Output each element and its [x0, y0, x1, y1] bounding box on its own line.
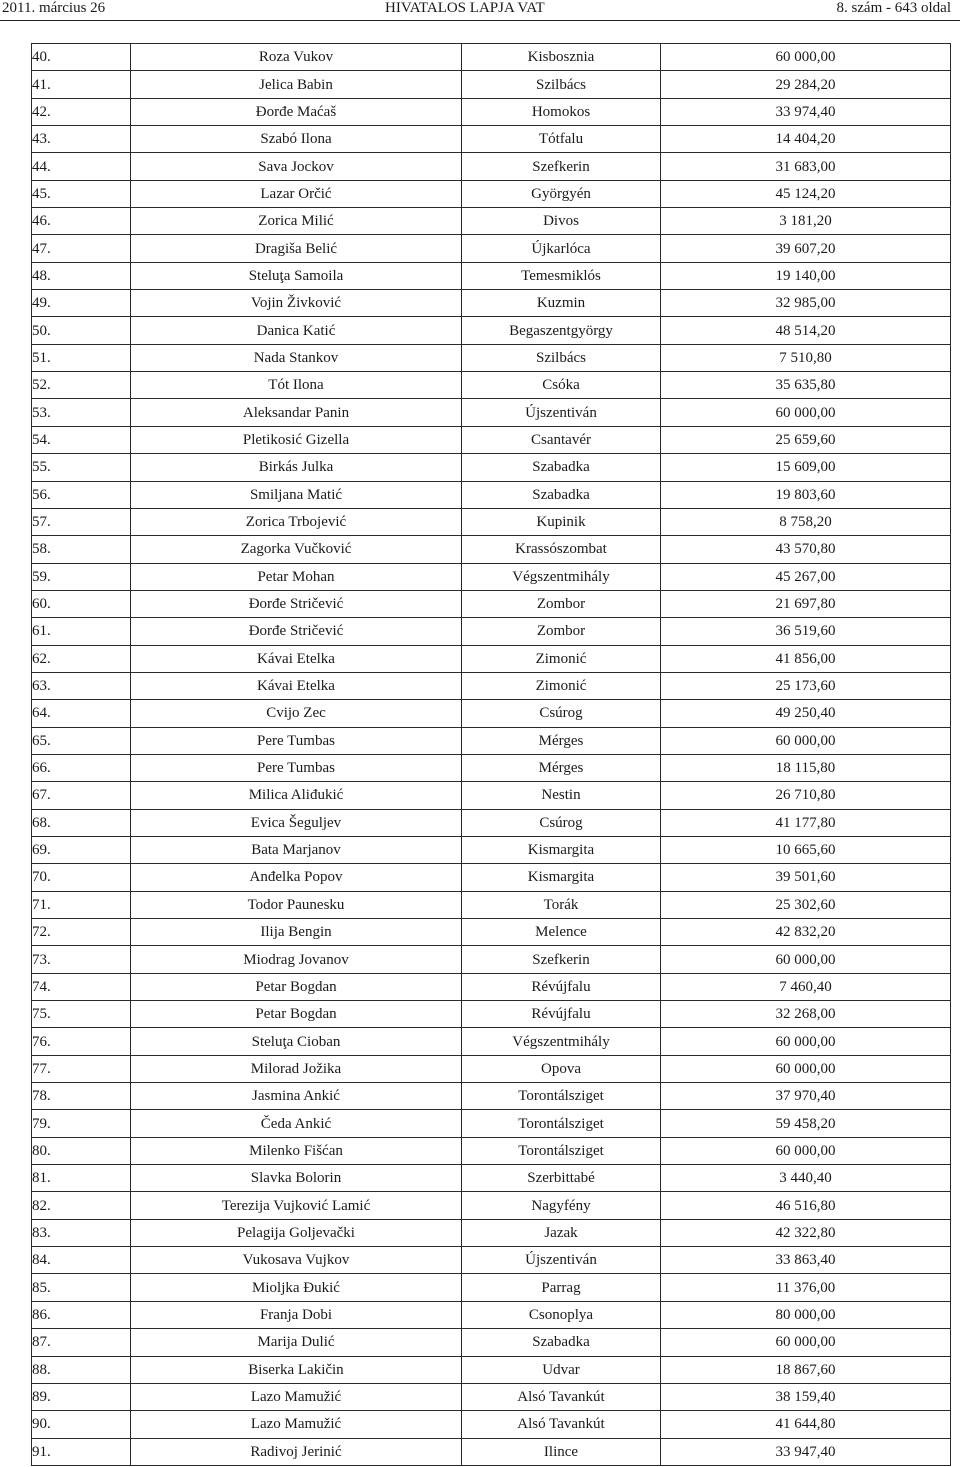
recipient-name: Sava Jockov: [131, 153, 462, 180]
amount: 29 284,20: [661, 71, 951, 98]
recipient-name: Miodrag Jovanov: [131, 946, 462, 973]
amount: 19 803,60: [661, 481, 951, 508]
row-number: 60.: [32, 590, 131, 617]
settlement: Kupinik: [462, 508, 661, 535]
settlement: Torontálsziget: [462, 1137, 661, 1164]
amount: 7 460,40: [661, 973, 951, 1000]
settlement: Révújfalu: [462, 973, 661, 1000]
recipient-name: Petar Bogdan: [131, 973, 462, 1000]
table-row: [32, 891, 951, 918]
table-row: [32, 618, 951, 645]
amount: 21 697,80: [661, 590, 951, 617]
recipient-name: Franja Dobi: [131, 1301, 462, 1328]
amount: 33 974,40: [661, 98, 951, 125]
row-number: 76.: [32, 1028, 131, 1055]
table-row: [32, 262, 951, 289]
row-number: 77.: [32, 1055, 131, 1082]
table-row: [32, 1192, 951, 1219]
amount: 41 177,80: [661, 809, 951, 836]
table-row: [32, 590, 951, 617]
table-row: [32, 344, 951, 371]
settlement: Parrag: [462, 1274, 661, 1301]
beneficiary-table-body: [32, 44, 951, 1466]
recipient-name: Jelica Babin: [131, 71, 462, 98]
row-number: 52.: [32, 372, 131, 399]
settlement: Végszentmihály: [462, 1028, 661, 1055]
recipient-name: Pletikosić Gizella: [131, 426, 462, 453]
amount: 25 659,60: [661, 426, 951, 453]
recipient-name: Bata Marjanov: [131, 836, 462, 863]
amount: 10 665,60: [661, 836, 951, 863]
table-row: [32, 1356, 951, 1383]
settlement: Torontálsziget: [462, 1083, 661, 1110]
table-row: [32, 1219, 951, 1246]
amount: 38 159,40: [661, 1383, 951, 1410]
settlement: Csúrog: [462, 809, 661, 836]
table-row: [32, 481, 951, 508]
settlement: Alsó Tavankút: [462, 1411, 661, 1438]
table-row: [32, 973, 951, 1000]
settlement: Udvar: [462, 1356, 661, 1383]
table-row: [32, 809, 951, 836]
row-number: 68.: [32, 809, 131, 836]
amount: 19 140,00: [661, 262, 951, 289]
page-header: [0, 0, 960, 21]
table-row: [32, 98, 951, 125]
amount: 41 644,80: [661, 1411, 951, 1438]
settlement: Alsó Tavankút: [462, 1383, 661, 1410]
table-row: [32, 71, 951, 98]
row-number: 91.: [32, 1438, 131, 1465]
table-row: [32, 727, 951, 754]
settlement: Szabadka: [462, 1329, 661, 1356]
settlement: Szefkerin: [462, 946, 661, 973]
table-row: [32, 126, 951, 153]
recipient-name: Todor Paunesku: [131, 891, 462, 918]
table-row: [32, 836, 951, 863]
amount: 39 501,60: [661, 864, 951, 891]
settlement: Végszentmihály: [462, 563, 661, 590]
settlement: Temesmiklós: [462, 262, 661, 289]
amount: 33 947,40: [661, 1438, 951, 1465]
table-row: [32, 672, 951, 699]
amount: 14 404,20: [661, 126, 951, 153]
amount: 25 173,60: [661, 672, 951, 699]
settlement: Szerbittabé: [462, 1165, 661, 1192]
table-row: [32, 426, 951, 453]
amount: 25 302,60: [661, 891, 951, 918]
row-number: 75.: [32, 1001, 131, 1028]
table-row: [32, 1028, 951, 1055]
row-number: 44.: [32, 153, 131, 180]
settlement: Csantavér: [462, 426, 661, 453]
row-number: 84.: [32, 1247, 131, 1274]
settlement: Szefkerin: [462, 153, 661, 180]
amount: 37 970,40: [661, 1083, 951, 1110]
amount: 7 510,80: [661, 344, 951, 371]
table-row: [32, 1383, 951, 1410]
table-row: [32, 1274, 951, 1301]
table-row: [32, 317, 951, 344]
row-number: 42.: [32, 98, 131, 125]
row-number: 50.: [32, 317, 131, 344]
recipient-name: Mioljka Đukić: [131, 1274, 462, 1301]
issue-date: 2011. március 26: [2, 0, 106, 16]
settlement: Opova: [462, 1055, 661, 1082]
recipient-name: Tót Ilona: [131, 372, 462, 399]
table-row: [32, 1301, 951, 1328]
settlement: Homokos: [462, 98, 661, 125]
settlement: Tótfalu: [462, 126, 661, 153]
row-number: 83.: [32, 1219, 131, 1246]
table-row: [32, 1165, 951, 1192]
row-number: 87.: [32, 1329, 131, 1356]
settlement: Révújfalu: [462, 1001, 661, 1028]
settlement: Kismargita: [462, 836, 661, 863]
table-row: [32, 1329, 951, 1356]
table-row: [32, 1110, 951, 1137]
recipient-name: Petar Bogdan: [131, 1001, 462, 1028]
amount: 60 000,00: [661, 1055, 951, 1082]
recipient-name: Ilija Bengin: [131, 919, 462, 946]
settlement: Zimonić: [462, 672, 661, 699]
amount: 3 181,20: [661, 208, 951, 235]
table-row: [32, 508, 951, 535]
recipient-name: Biserka Lakičin: [131, 1356, 462, 1383]
table-row: [32, 290, 951, 317]
amount: 11 376,00: [661, 1274, 951, 1301]
row-number: 57.: [32, 508, 131, 535]
amount: 15 609,00: [661, 454, 951, 481]
amount: 60 000,00: [661, 1028, 951, 1055]
amount: 60 000,00: [661, 946, 951, 973]
amount: 42 322,80: [661, 1219, 951, 1246]
recipient-name: Aleksandar Panin: [131, 399, 462, 426]
row-number: 66.: [32, 754, 131, 781]
table-row: [32, 919, 951, 946]
table-row: [32, 700, 951, 727]
row-number: 70.: [32, 864, 131, 891]
row-number: 79.: [32, 1110, 131, 1137]
amount: 59 458,20: [661, 1110, 951, 1137]
table-row: [32, 454, 951, 481]
recipient-name: Evica Šeguljev: [131, 809, 462, 836]
amount: 60 000,00: [661, 399, 951, 426]
row-number: 53.: [32, 399, 131, 426]
amount: 49 250,40: [661, 700, 951, 727]
row-number: 81.: [32, 1165, 131, 1192]
table-row: [32, 1055, 951, 1082]
table-row: [32, 1438, 951, 1465]
row-number: 82.: [32, 1192, 131, 1219]
table-row: [32, 864, 951, 891]
recipient-name: Lazo Mamužić: [131, 1383, 462, 1410]
row-number: 46.: [32, 208, 131, 235]
recipient-name: Terezija Vujković Lamić: [131, 1192, 462, 1219]
table-row: [32, 208, 951, 235]
issue-page-number: 8. szám - 643 oldal: [836, 0, 951, 16]
recipient-name: Vojin Živković: [131, 290, 462, 317]
settlement: Kisbosznia: [462, 44, 661, 71]
table-row: [32, 563, 951, 590]
settlement: Torontálsziget: [462, 1110, 661, 1137]
recipient-name: Smiljana Matić: [131, 481, 462, 508]
amount: 45 267,00: [661, 563, 951, 590]
settlement: Zimonić: [462, 645, 661, 672]
settlement: Újkarlóca: [462, 235, 661, 262]
amount: 3 440,40: [661, 1165, 951, 1192]
table-row: [32, 235, 951, 262]
settlement: Zombor: [462, 618, 661, 645]
recipient-name: Lazo Mamužić: [131, 1411, 462, 1438]
row-number: 61.: [32, 618, 131, 645]
row-number: 85.: [32, 1274, 131, 1301]
row-number: 67.: [32, 782, 131, 809]
settlement: Györgyén: [462, 180, 661, 207]
settlement: Zombor: [462, 590, 661, 617]
row-number: 59.: [32, 563, 131, 590]
amount: 42 832,20: [661, 919, 951, 946]
row-number: 45.: [32, 180, 131, 207]
row-number: 43.: [32, 126, 131, 153]
amount: 35 635,80: [661, 372, 951, 399]
settlement: Szilbács: [462, 344, 661, 371]
amount: 48 514,20: [661, 317, 951, 344]
settlement: Nestin: [462, 782, 661, 809]
amount: 36 519,60: [661, 618, 951, 645]
table-row: [32, 180, 951, 207]
amount: 18 867,60: [661, 1356, 951, 1383]
recipient-name: Cvijo Zec: [131, 700, 462, 727]
row-number: 55.: [32, 454, 131, 481]
settlement: Csonoplya: [462, 1301, 661, 1328]
settlement: Mérges: [462, 727, 661, 754]
settlement: Szabadka: [462, 454, 661, 481]
beneficiary-table: [31, 43, 951, 1466]
recipient-name: Danica Katić: [131, 317, 462, 344]
settlement: Mérges: [462, 754, 661, 781]
amount: 60 000,00: [661, 44, 951, 71]
publication-title: HIVATALOS LAPJA VAT: [385, 0, 545, 16]
amount: 18 115,80: [661, 754, 951, 781]
amount: 8 758,20: [661, 508, 951, 535]
recipient-name: Zorica Trbojević: [131, 508, 462, 535]
recipient-name: Petar Mohan: [131, 563, 462, 590]
amount: 32 268,00: [661, 1001, 951, 1028]
recipient-name: Steluţa Samoila: [131, 262, 462, 289]
recipient-name: Birkás Julka: [131, 454, 462, 481]
recipient-name: Milica Aliđukić: [131, 782, 462, 809]
table-row: [32, 754, 951, 781]
row-number: 80.: [32, 1137, 131, 1164]
recipient-name: Lazar Orčić: [131, 180, 462, 207]
amount: 33 863,40: [661, 1247, 951, 1274]
recipient-name: Đorđe Maćaš: [131, 98, 462, 125]
settlement: Begaszentgyörgy: [462, 317, 661, 344]
amount: 31 683,00: [661, 153, 951, 180]
settlement: Kismargita: [462, 864, 661, 891]
row-number: 51.: [32, 344, 131, 371]
recipient-name: Kávai Etelka: [131, 645, 462, 672]
table-row: [32, 153, 951, 180]
settlement: Nagyfény: [462, 1192, 661, 1219]
table-row: [32, 782, 951, 809]
settlement: Csóka: [462, 372, 661, 399]
amount: 39 607,20: [661, 235, 951, 262]
recipient-name: Pere Tumbas: [131, 754, 462, 781]
table-row: [32, 645, 951, 672]
recipient-name: Zagorka Vučković: [131, 536, 462, 563]
settlement: Szilbács: [462, 71, 661, 98]
row-number: 65.: [32, 727, 131, 754]
table-row: [32, 1137, 951, 1164]
table-row: [32, 946, 951, 973]
amount: 45 124,20: [661, 180, 951, 207]
row-number: 71.: [32, 891, 131, 918]
settlement: Újszentiván: [462, 399, 661, 426]
table-row: [32, 1083, 951, 1110]
recipient-name: Dragiša Belić: [131, 235, 462, 262]
recipient-name: Nada Stankov: [131, 344, 462, 371]
table-row: [32, 399, 951, 426]
row-number: 56.: [32, 481, 131, 508]
row-number: 88.: [32, 1356, 131, 1383]
row-number: 41.: [32, 71, 131, 98]
row-number: 47.: [32, 235, 131, 262]
recipient-name: Roza Vukov: [131, 44, 462, 71]
recipient-name: Đorđe Stričević: [131, 618, 462, 645]
table-row: [32, 1411, 951, 1438]
row-number: 72.: [32, 919, 131, 946]
recipient-name: Milorad Jožika: [131, 1055, 462, 1082]
recipient-name: Anđelka Popov: [131, 864, 462, 891]
row-number: 69.: [32, 836, 131, 863]
row-number: 74.: [32, 973, 131, 1000]
settlement: Melence: [462, 919, 661, 946]
row-number: 78.: [32, 1083, 131, 1110]
row-number: 90.: [32, 1411, 131, 1438]
table-row: [32, 1247, 951, 1274]
row-number: 63.: [32, 672, 131, 699]
recipient-name: Szabó Ilona: [131, 126, 462, 153]
amount: 43 570,80: [661, 536, 951, 563]
amount: 60 000,00: [661, 1137, 951, 1164]
recipient-name: Zorica Milić: [131, 208, 462, 235]
table-row: [32, 44, 951, 71]
recipient-name: Đorđe Stričević: [131, 590, 462, 617]
amount: 46 516,80: [661, 1192, 951, 1219]
amount: 32 985,00: [661, 290, 951, 317]
recipient-name: Steluţa Cioban: [131, 1028, 462, 1055]
amount: 60 000,00: [661, 1329, 951, 1356]
recipient-name: Slavka Bolorin: [131, 1165, 462, 1192]
row-number: 54.: [32, 426, 131, 453]
amount: 41 856,00: [661, 645, 951, 672]
row-number: 62.: [32, 645, 131, 672]
settlement: Szabadka: [462, 481, 661, 508]
recipient-name: Milenko Fišćan: [131, 1137, 462, 1164]
recipient-name: Pere Tumbas: [131, 727, 462, 754]
table-row: [32, 536, 951, 563]
settlement: Torák: [462, 891, 661, 918]
recipient-name: Vukosava Vujkov: [131, 1247, 462, 1274]
settlement: Kuzmin: [462, 290, 661, 317]
amount: 26 710,80: [661, 782, 951, 809]
row-number: 86.: [32, 1301, 131, 1328]
amount: 80 000,00: [661, 1301, 951, 1328]
amount: 60 000,00: [661, 727, 951, 754]
recipient-name: Jasmina Ankić: [131, 1083, 462, 1110]
recipient-name: Kávai Etelka: [131, 672, 462, 699]
row-number: 64.: [32, 700, 131, 727]
row-number: 49.: [32, 290, 131, 317]
settlement: Jazak: [462, 1219, 661, 1246]
row-number: 40.: [32, 44, 131, 71]
recipient-name: Radivoj Jerinić: [131, 1438, 462, 1465]
settlement: Újszentiván: [462, 1247, 661, 1274]
recipient-name: Čeda Ankić: [131, 1110, 462, 1137]
recipient-name: Marija Dulić: [131, 1329, 462, 1356]
table-row: [32, 372, 951, 399]
settlement: Ilince: [462, 1438, 661, 1465]
settlement: Csúrog: [462, 700, 661, 727]
settlement: Krassószombat: [462, 536, 661, 563]
row-number: 89.: [32, 1383, 131, 1410]
table-row: [32, 1001, 951, 1028]
row-number: 73.: [32, 946, 131, 973]
row-number: 48.: [32, 262, 131, 289]
row-number: 58.: [32, 536, 131, 563]
recipient-name: Pelagija Goljevački: [131, 1219, 462, 1246]
settlement: Divos: [462, 208, 661, 235]
